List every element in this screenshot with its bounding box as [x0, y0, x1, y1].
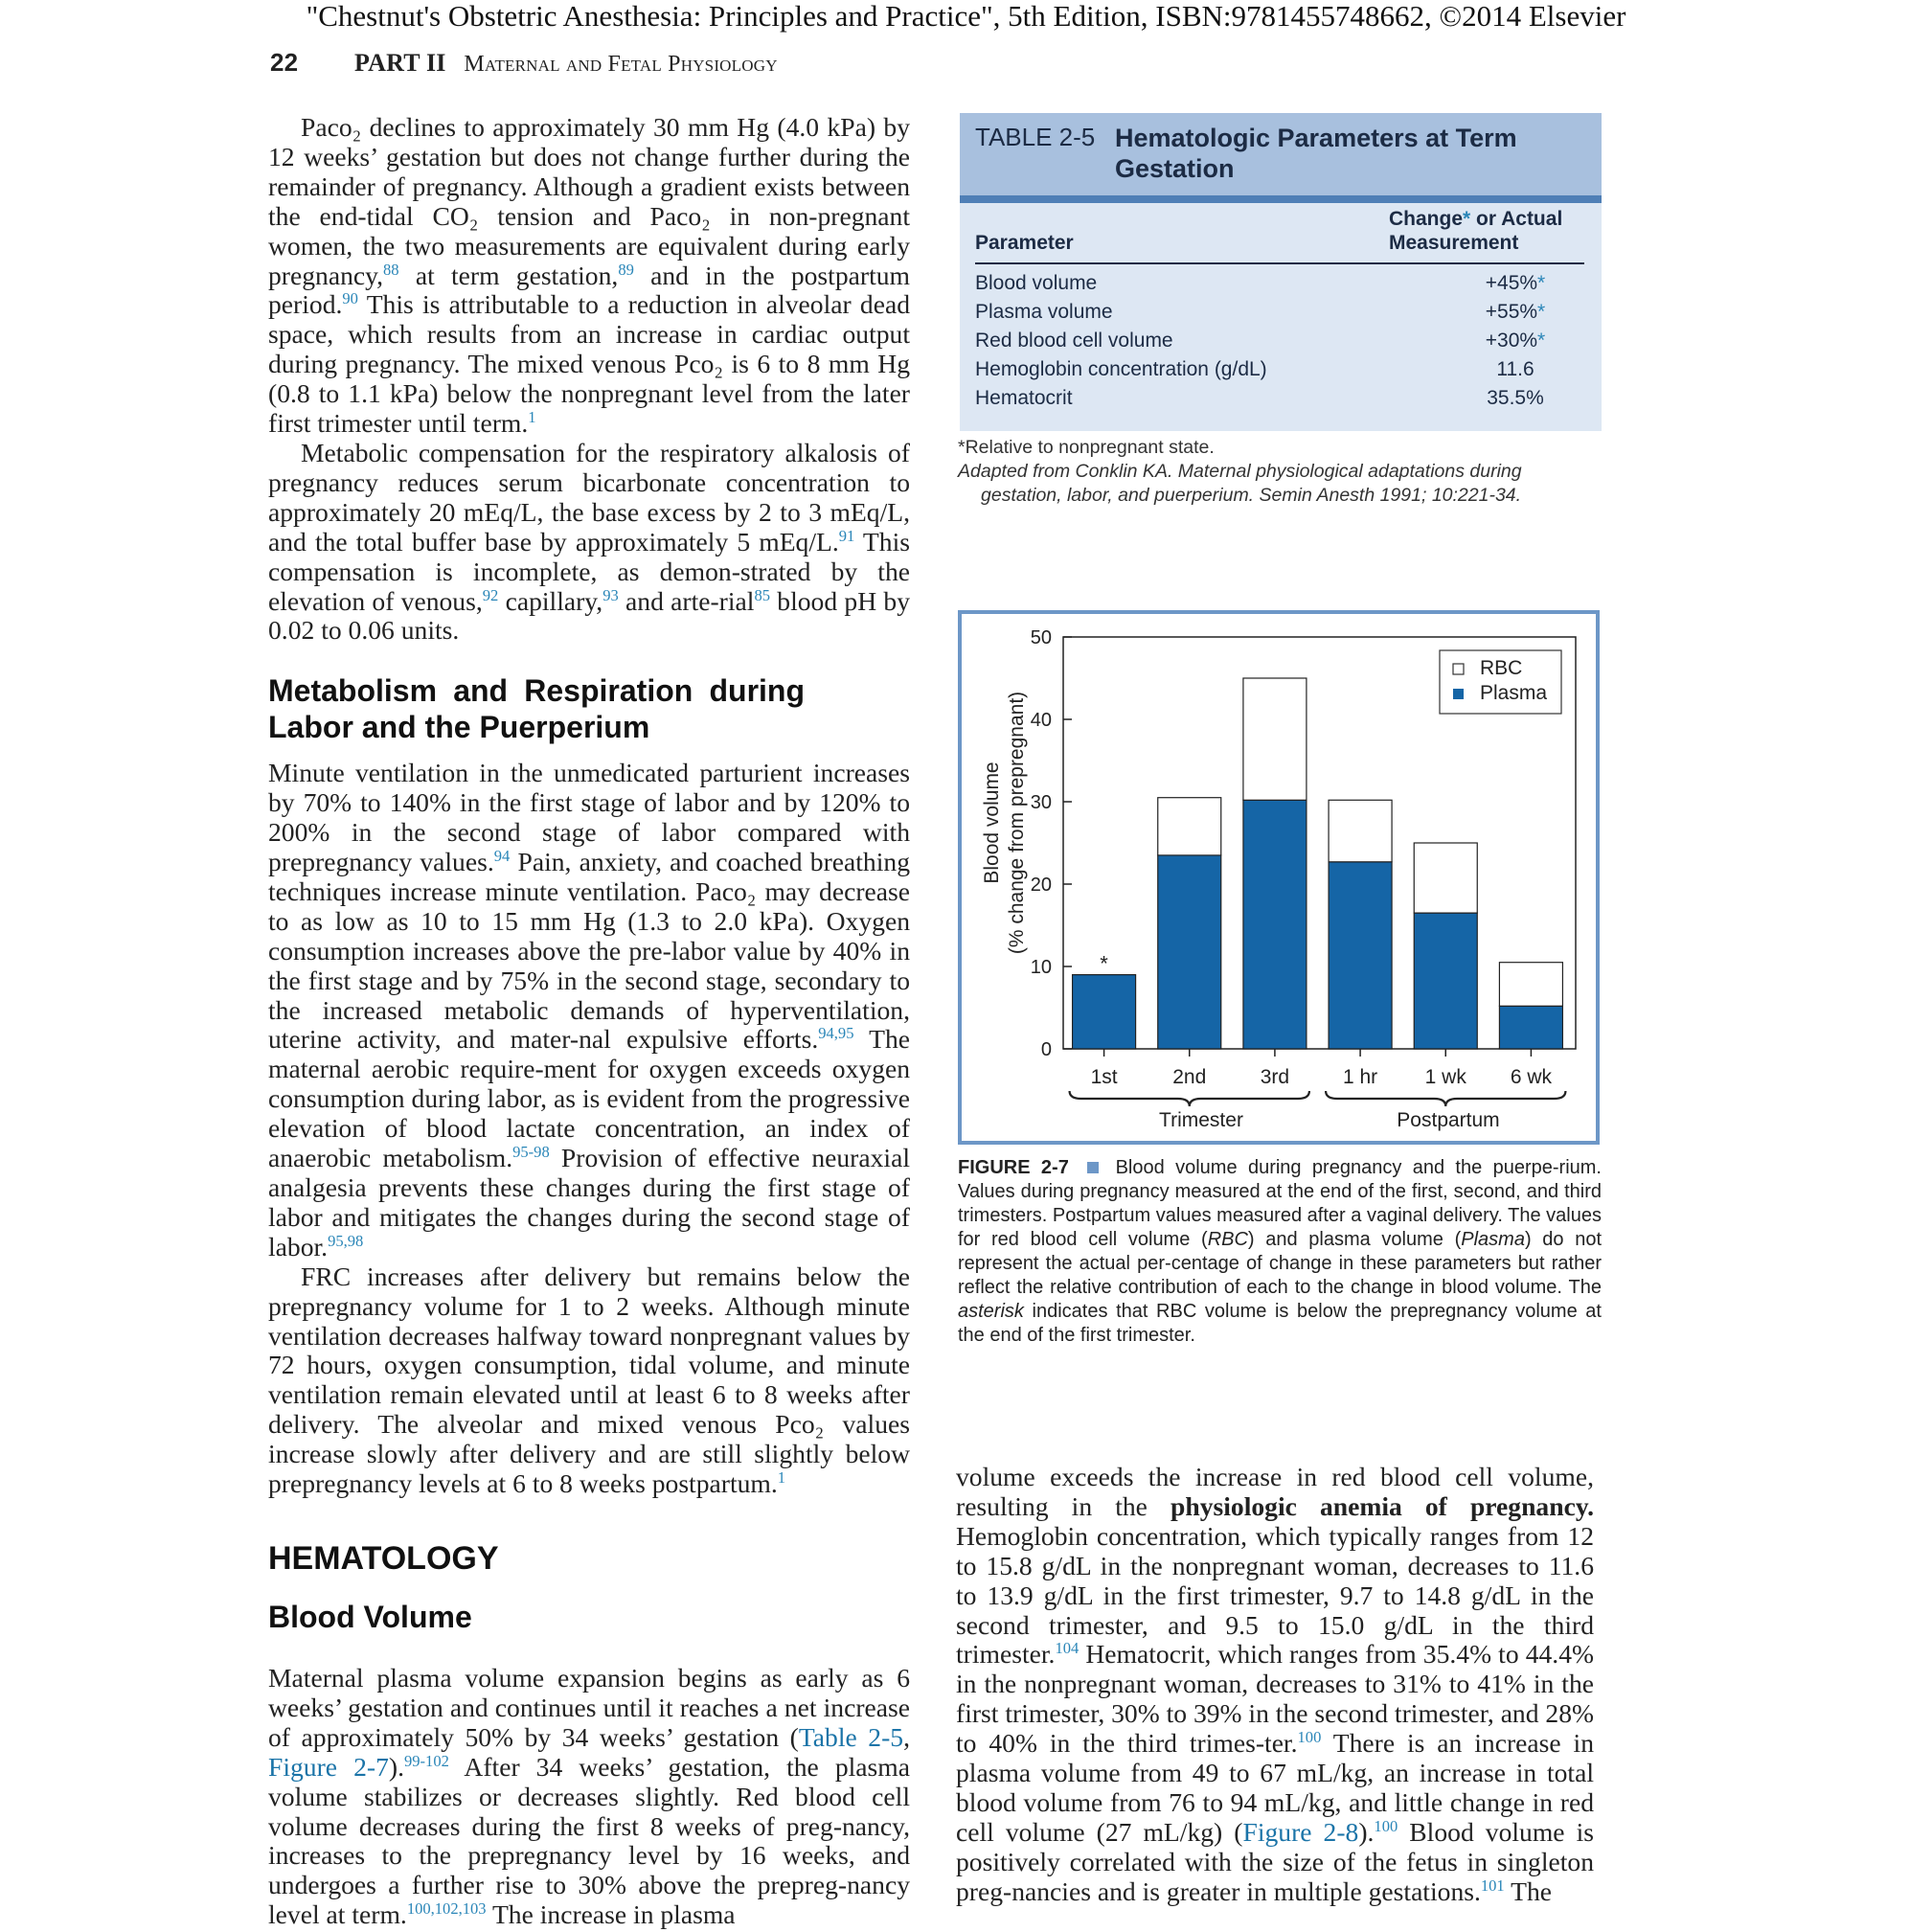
paragraph-plasma-expansion: Maternal plasma volume expansion begins as early as 6 weeks’ gestation and continues until it reaches a net increase of approximately 50% by 34 weeks’ gestation (Table 2-5, Figure 2-7).$^{99-102}$ After 34 weeks’ gestation, the plasma volume stabilizes or decreases slightly. Red blood cell volume decreases during the first 8 weeks of preg-nancy, increases to the prepregnancy level by 16 weeks, and undergoes a further rise to 30% above the prepreg-nancy level at term.$^{100,102,103}$ The increase in plasma	[268, 1662, 910, 1930]
ref-link[interactable]: 104	[1055, 1639, 1080, 1658]
bar-plasma	[1158, 855, 1221, 1049]
table-footnote: *Relative to nonpregnant state.	[958, 437, 1215, 458]
ref-link[interactable]: 100	[1374, 1816, 1398, 1835]
running-head	[270, 48, 778, 78]
bar-rbc	[1499, 963, 1562, 1007]
ref-link[interactable]: 100,102,103	[406, 1899, 487, 1919]
ref-link[interactable]: 94,95	[818, 1024, 854, 1043]
bar-rbc	[1329, 800, 1392, 862]
y-axis-label: Blood volume	[981, 761, 1003, 884]
ref-link[interactable]: 99-102	[403, 1751, 449, 1770]
legend-swatch-rbc	[1453, 664, 1464, 674]
heading-metabolism-labor: Metabolism and Respiration during Labor and the Puerperium	[268, 673, 805, 745]
table-title: Hematologic Parameters at Term Gestation	[1115, 124, 1517, 183]
bar-rbc	[1243, 678, 1307, 800]
ref-link[interactable]: 1	[528, 407, 536, 426]
y-tick-label: 0	[1040, 1039, 1052, 1060]
table-row: Blood volume +45%*	[975, 272, 1546, 294]
paragraph-physiologic-anemia: volume exceeds the increase in red blood cell volume, resulting in the physiologic anemia of pregnancy. Hemoglobin concentration, which typically ranges from 12 to 15.8 g/dL in the nonpregnant woman, decreases to 11.6 to 13.9 g/dL in the first trimester, 9.7 to 14.8 g/dL in the second trimester, and 9.5 to 15.0 g/dL in the third trimester.$^{104}$ Hematocrit, which ranges from 35.4% to 44.4% in the nonpregnant woman, decreases to 31% to 41% in the first trimester, 30% to 39% in the second trimester, and 28% to 40% in the third trimes-ter.$^{100}$ There is an increase in plasma volume from 49 to 67 mL/kg, an increase in total blood volume from 76 to 94 mL/kg, and little change in red cell volume (27 mL/kg) (Figure 2-8).$^{100}$ Blood volume is positively correlated with the size of the fetus in singleton preg-nancies and is greater in multiple gestations.$^{101}$ The	[956, 1462, 1595, 1906]
group-label-trimester: Trimester	[1159, 1109, 1243, 1131]
right-column	[956, 1463, 1594, 1907]
bar-plasma	[1243, 800, 1307, 1049]
part-label: PART II	[354, 49, 446, 77]
ref-link[interactable]: 94	[493, 846, 511, 865]
ref-link[interactable]: 91	[838, 526, 855, 545]
table-id: TABLE 2-5	[975, 123, 1096, 151]
y-tick-label: 20	[1030, 875, 1052, 896]
table-row: Plasma volume +55%*	[975, 301, 1546, 323]
paragraph-paco2: Paco₂ declines to approximately 30 mm Hg (4.0 kPa) by 12 weeks’ gestation but does not change further during the remainder of pregnancy. Although a gradient exists between the end-tidal CO₂ tension and Paco₂ in non-pregnant women, the two measurements are equivalent during early pregnancy,$^{88}$ at term gestation,$^{89}$ and in the postpartum period.$^{90}$ This is attributable to a reduction in alveolar dead space, which results from an increase in cardiac output during pregnancy. The mixed venous Pco₂ is 6 to 8 mm Hg (0.8 to 1.1 kPa) below the nonpregnant level from the later first trimester until term.$^1$	[268, 112, 910, 439]
figure-caption: FIGURE 2-7 Blood volume during pregnancy and the puerpe-rium. Values during pregnancy measured at the end of the first, second, and third trimesters. Postpartum values measured after a vaginal delivery. The values for red blood cell volume (RBC) and plasma volume (Plasma) do not represent the actual per-centage of change in these parameters but rather reflect the relative contribution of each to the change in blood volume. The asterisk indicates that RBC volume is below the prepregnancy volume at the end of the first trimester.	[958, 1157, 1602, 1346]
paragraph-frc: FRC increases after delivery but remains below the prepregnancy volume for 1 to 2 weeks. Although minute ventilation decreases halfway toward nonpregnant values by 72 hours, oxygen consumption, tidal volume, and minute ventilation remain elevated until at least 6 to 8 weeks after delivery. The alveolar and mixed venous Pco₂ values increase slowly after delivery and are still slightly below prepregnancy levels at 6 to 8 weeks postpartum.$^1$	[268, 1261, 910, 1499]
ref-link[interactable]: 90	[342, 289, 358, 308]
x-tick-label: 3rd	[1260, 1066, 1290, 1088]
ref-link[interactable]: 92	[482, 585, 499, 604]
asterisk-annotation: *	[1100, 951, 1108, 976]
paragraph-metabolic-compensation: Metabolic compensation for the respiratory alkalosis of pregnancy reduces serum bicarbonate concentration to approximately 20 mEq/L, the base excess by 2 to 3 mEq/L, and the total buffer base by approximately 5 mEq/L.$^{91}$ This compensation is incomplete, as demon-strated by the elevation of venous,$^{92}$ capillary,$^{93}$ and arte-rial$^{85}$ blood pH by 0.02 to 0.06 units.	[268, 437, 910, 646]
ref-link[interactable]: 95-98	[512, 1142, 550, 1161]
bar-plasma	[1499, 1006, 1562, 1049]
blood-volume-chart	[962, 614, 1596, 1141]
ref-link[interactable]: 85	[754, 585, 770, 604]
bar-plasma	[1073, 975, 1136, 1049]
ref-link[interactable]: 89	[618, 260, 634, 279]
group-brace	[1070, 1091, 1309, 1106]
ref-link[interactable]: 88	[383, 260, 399, 279]
table-body	[975, 269, 1588, 413]
y-tick-label: 30	[1030, 792, 1052, 813]
group-brace	[1326, 1091, 1565, 1106]
ref-link[interactable]: 93	[602, 585, 619, 604]
x-tick-label: 6 wk	[1510, 1066, 1553, 1088]
bar-rbc	[1414, 843, 1477, 913]
table-rule	[975, 262, 1584, 264]
group-label-postpartum: Postpartum	[1397, 1109, 1500, 1131]
x-tick-label: 2nd	[1172, 1066, 1207, 1088]
ref-link[interactable]: 1	[777, 1467, 786, 1487]
ref-link[interactable]: 95,98	[328, 1231, 364, 1250]
ref-link[interactable]: 100	[1297, 1727, 1322, 1746]
section-label: Maternal and Fetal Physiology	[464, 52, 778, 77]
chart-legend	[1440, 650, 1561, 714]
x-tick-label: 1st	[1090, 1066, 1118, 1088]
table-2-5-link[interactable]: Table 2-5	[798, 1721, 904, 1752]
table-source: Adapted from Conklin KA. Maternal physiological adaptations during gestation, labor, and puerperium. Semin Anesth 1991; 10:221-34.	[958, 461, 1522, 506]
figure-label: FIGURE 2-7	[958, 1157, 1069, 1178]
heading-blood-volume: Blood Volume	[268, 1599, 472, 1634]
caption-marker	[1087, 1162, 1099, 1173]
bar-plasma	[1329, 862, 1392, 1049]
legend-label-plasma: Plasma	[1480, 682, 1548, 704]
y-axis-label-units: (% change from prepregnant)	[1006, 691, 1028, 955]
x-tick-label: 1 hr	[1342, 1066, 1378, 1088]
y-tick-label: 50	[1030, 627, 1052, 648]
table-row: Red blood cell volume +30%*	[975, 330, 1546, 352]
legend-label-rbc: RBC	[1480, 657, 1523, 679]
column-header-change: Change* or Actual Measurement	[1389, 208, 1563, 254]
ref-link[interactable]: 101	[1480, 1875, 1505, 1895]
table-row: Hemoglobin concentration (g/dL) 11.6	[975, 358, 1534, 380]
paragraph-minute-ventilation: Minute ventilation in the unmedicated parturient increases by 70% to 140% in the first stage of labor and by 120% to 200% in the second stage of labor compared with prepregnancy values.$^{94}$ Pain, anxiety, and coached breathing techniques increase minute ventilation. Paco₂ may decrease to as low as 10 to 15 mm Hg (1.3 to 2.0 kPa). Oxygen consumption increases above the pre-labor value by 40% in the first stage and by 75% in the second stage, secondary to the increased metabolic demands of hyperventilation, uterine activity, and mater-nal expulsive efforts.$^{94,95}$ The maternal aerobic require-ment for oxygen exceeds oxygen consumption during labor, as is evident from the progressive elevation of blood lactate concentration, an index of anaerobic metabolism.$^{95-98}$ Provision of effective neuraxial analgesia prevents these changes during the first stage of labor and mitigates the changes during the second stage of labor.$^{95,98}$	[268, 758, 910, 1261]
figure-2-8-link[interactable]: Figure 2-8	[1242, 1816, 1359, 1847]
bar-plasma	[1414, 913, 1477, 1049]
legend-swatch-plasma	[1453, 689, 1464, 699]
x-tick-label: 1 wk	[1424, 1066, 1466, 1088]
bar-rbc	[1158, 798, 1221, 855]
table-row: Hematocrit 35.5%	[975, 387, 1544, 409]
figure-2-7-link[interactable]: Figure 2-7	[268, 1751, 389, 1782]
page-number: 22	[270, 48, 299, 77]
column-header-parameter: Parameter	[975, 232, 1074, 254]
heading-hematology: HEMATOLOGY	[268, 1539, 499, 1577]
document-header: "Chestnut's Obstetric Anesthesia: Principles and Practice", 5th Edition, ISBN:9781455748662, ©2014 Elsevier	[306, 0, 1626, 33]
y-tick-label: 10	[1030, 957, 1052, 978]
left-column	[268, 113, 910, 1930]
y-tick-label: 40	[1030, 710, 1052, 731]
